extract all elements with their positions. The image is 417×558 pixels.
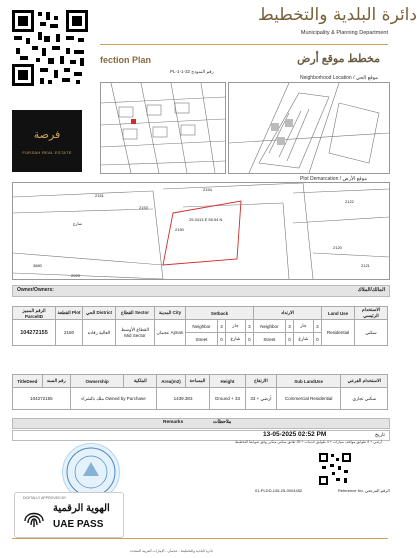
header-area: Area(m2): [157, 375, 186, 388]
setback-neighbor2-value: 3: [285, 320, 293, 333]
header-titledeed-ar: رقم السند: [42, 375, 70, 388]
deed-table: [12, 374, 388, 410]
plot-label: 3880: [33, 263, 42, 268]
header-sector: القطاع Sector: [116, 307, 155, 320]
header-parcelid: الرقم المميز ParcelID: [13, 307, 56, 320]
logo-text-en: FURSAH REAL ESTATE: [22, 150, 72, 155]
document-title-en: fection Plan: [100, 55, 152, 65]
reference-number: 01-PLDD-145-25-0004452: [255, 488, 303, 493]
demarcation-label: Plot Demarcation / موقع الأرض: [300, 176, 367, 182]
titledeed-value: 104272155: [13, 388, 71, 410]
header-sublanduse: Sub LandUse: [276, 375, 341, 388]
municipality-name-en: Municipality & Planning Department: [300, 30, 388, 36]
header-ownership: Ownership: [70, 375, 124, 388]
district-value: العالية رقاده: [83, 320, 116, 346]
uae-pass-small-text: DIGITALLY APPROVED BY: [23, 496, 67, 500]
plot-label: 2122: [345, 199, 354, 204]
header-district: الحي District: [83, 307, 116, 320]
remarks-note: أرضي + 4 طوابق مواقف سيارات + 4 طوابق خدمات + 25 طابق سكني متكرر وفق ضوابط التخطيط: [234, 440, 382, 444]
uae-pass-text-en: UAE PASS: [53, 519, 104, 530]
ownership-value: ملك بالشراء Owned by Purchase: [70, 388, 156, 410]
header-setback-ar: الارتداد: [253, 307, 321, 320]
header-titledeed: TitleDeed: [13, 375, 43, 388]
sector-value: القطاع الأوسط Mid Sector: [116, 320, 155, 346]
plot-label: 2023: [71, 273, 80, 278]
parcel-table: [12, 306, 388, 346]
fingerprint-icon: [21, 503, 47, 536]
setback-street-label: Street: [186, 333, 218, 346]
setback-street-ar: شارع: [226, 333, 246, 346]
remarks-bar: [12, 418, 390, 429]
qr-code: [10, 8, 90, 88]
plot-label: 2153: [139, 205, 148, 210]
form-number: PL-1-1-32 رقم النموذج: [170, 69, 214, 74]
landuse-value: Residential: [322, 320, 355, 346]
footer-bar: [12, 538, 388, 544]
setback-neighbor-ar: جار: [226, 320, 246, 333]
city-value: عجمان Ajman: [155, 320, 186, 346]
setback-neighbor2-label: Neighbor: [253, 320, 285, 333]
setback-street2-label: Street: [253, 333, 285, 346]
plot-label: 2150: [175, 227, 184, 232]
footer-text: دائرة البلدية والتخطيط - عجمان - الإمارات العربية المتحدة: [130, 549, 214, 553]
landuse-ar-value: سكني: [355, 320, 388, 346]
owner-bar: [12, 285, 390, 297]
header-rule: [100, 44, 388, 45]
area-value: 1439.383: [157, 388, 210, 410]
plot-demarcation-map: [12, 182, 390, 280]
sublanduse-ar-value: سكني تجاري: [341, 388, 388, 410]
header-height-ar: الارتفاع: [245, 375, 276, 388]
neighborhood-label: Neighborhood Location / موقع الحي: [300, 75, 378, 81]
header-sublanduse-ar: الاستخدام الفرعي: [341, 375, 388, 388]
header-landuse-ar: الاستخدام الرئيسي: [355, 307, 388, 320]
document-title-ar: مخطط موقع أرض: [297, 53, 380, 65]
header-plot: القطعة Plot: [56, 307, 83, 320]
setback-neighbor2-value: 3: [313, 320, 321, 333]
height-ar-value: أرضي + 33: [245, 388, 276, 410]
plot-value: 2150: [56, 320, 83, 346]
setback-neighbor-label: Neighbor: [186, 320, 218, 333]
issue-date: 13-05-2025 02:52 PM: [263, 431, 327, 438]
plot-boundary: [163, 201, 241, 265]
header-height: Height: [209, 375, 245, 388]
remarks-label-ar: ملاحظات: [213, 420, 232, 425]
date-label-ar: تاريخ: [375, 432, 385, 438]
parcelid-value: 104272155: [13, 320, 56, 346]
plot-label: 2151: [95, 193, 104, 198]
verification-qr-code: [318, 452, 352, 491]
setback-neighbor-value: 3: [217, 320, 225, 333]
setback-neighbor2-ar: جار: [294, 320, 314, 333]
setback-neighbor-value: 3: [245, 320, 253, 333]
owner-label-en: Owner/Owners:: [17, 287, 54, 293]
plot-marker: [131, 119, 136, 124]
plot-label: 2121: [361, 263, 370, 268]
setback-street2-ar: شارع: [294, 333, 314, 346]
uae-pass-badge: [14, 492, 124, 538]
header-setback: Setback: [186, 307, 254, 320]
owner-label-ar: المالك/الملاك: [357, 287, 385, 293]
header-area-ar: المساحة: [185, 375, 209, 388]
height-value: Ground + 33: [209, 388, 245, 410]
header-city: المدينة City: [155, 307, 186, 320]
setback-street-value: 0: [217, 333, 225, 346]
setback-street2-value: 0: [285, 333, 293, 346]
plot-label: 2154: [203, 187, 212, 192]
logo-text-ar: فرصة: [33, 128, 61, 141]
header-ownership-ar: الملكية: [124, 375, 157, 388]
header-landuse: Land Use: [322, 307, 355, 320]
plot-label: 2120: [333, 245, 342, 250]
coordinates-label: 25.3413 E 55.54 N: [189, 217, 223, 222]
setback-street2-value: 0: [313, 333, 321, 346]
setback-street-value: 0: [245, 333, 253, 346]
municipality-name-ar: دائرة البلدية والتخطيط: [258, 5, 417, 25]
remarks-label-en: Remarks: [163, 420, 184, 425]
neighborhood-map-left: [100, 82, 226, 174]
company-logo: [12, 110, 82, 172]
reference-label: Reference No. الرقم المرجعي: [338, 488, 390, 493]
uae-pass-text-ar: الهوية الرقمية: [53, 503, 110, 514]
sublanduse-value: Commercial Residential: [276, 388, 341, 410]
neighborhood-map-right: [228, 82, 390, 174]
street-label: شارع: [73, 221, 82, 226]
